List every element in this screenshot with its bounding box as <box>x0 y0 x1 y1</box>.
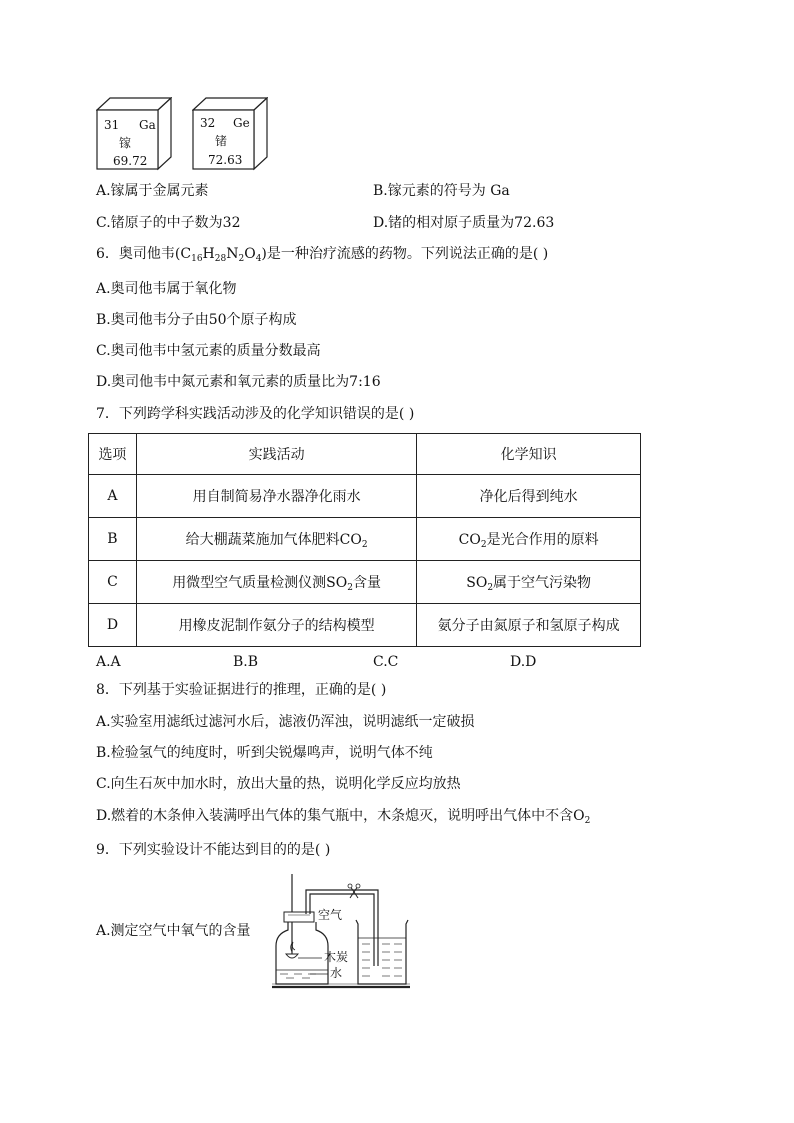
element-symbol: Ge <box>233 116 250 130</box>
q6-option-b[interactable]: B.奥司他韦分子由50个原子构成 <box>96 312 297 328</box>
q7-answer-c[interactable]: C.C <box>373 654 399 670</box>
oxygen-measurement-apparatus <box>270 872 412 994</box>
knowledge-cell: $CO_2$是光合作用的原料 <box>417 518 641 561</box>
atomic-number: 31 <box>104 118 120 132</box>
q8-option-d[interactable]: D.燃着的木条伸入装满呼出气体的集气瓶中，木条熄灭，说明呼出气体中不含$O_2$ <box>96 808 591 826</box>
q8-stem: 8．下列基于实验证据进行的推理，正确的是( ) <box>96 682 387 698</box>
activity-cell: 用橡皮泥制作氨分子的结构模型 <box>136 604 416 647</box>
q5-option-d[interactable]: D.锗的相对原子质量为72.63 <box>373 215 555 231</box>
q8-option-b[interactable]: B.检验氢气的纯度时，听到尖锐爆鸣声，说明气体不纯 <box>96 745 433 761</box>
q6-stem: 6．奥司他韦$(C_{16}H_{28}N_2O_4)$是一种治疗流感的药物。下列说法正确的是( ) <box>96 246 549 264</box>
activity-cell: 给大棚蔬菜施加气体肥料$CO_2$ <box>136 518 416 561</box>
q6-option-a[interactable]: A.奥司他韦属于氧化物 <box>96 281 237 297</box>
q5-option-c[interactable]: C.锗原子的中子数为32 <box>96 215 241 231</box>
atomic-mass: 72.63 <box>208 153 243 167</box>
option-cell: B <box>89 518 137 561</box>
header-cell: 化学知识 <box>417 434 641 475</box>
q8-option-a[interactable]: A.实验室用滤纸过滤河水后，滤液仍浑浊，说明滤纸一定破损 <box>96 714 475 730</box>
knowledge-cell: 氨分子由氮原子和氢原子构成 <box>417 604 641 647</box>
knowledge-cell: $SO_2$属于空气污染物 <box>417 561 641 604</box>
header-cell: 选项 <box>89 434 137 475</box>
option-cell: A <box>89 475 137 518</box>
label-water: 水 <box>330 966 343 980</box>
activity-cell: 用微型空气质量检测仪测$SO_2$含量 <box>136 561 416 604</box>
option-cell: D <box>89 604 137 647</box>
label-air: 空气 <box>318 908 343 922</box>
q5-option-a[interactable]: A.镓属于金属元素 <box>96 183 209 199</box>
atomic-mass: 69.72 <box>113 154 148 168</box>
q7-answer-a[interactable]: A.A <box>96 654 121 670</box>
q6-option-c[interactable]: C.奥司他韦中氢元素的质量分数最高 <box>96 343 321 359</box>
q9-stem: 9．下列实验设计不能达到目的的是( ) <box>96 842 331 858</box>
q8-option-c[interactable]: C.向生石灰中加水时，放出大量的热，说明化学反应均放热 <box>96 776 461 792</box>
q7-table <box>88 433 641 647</box>
header-cell: 实践活动 <box>136 434 416 475</box>
q7-answer-b[interactable]: B.B <box>233 654 259 670</box>
element-name: 锗 <box>215 134 228 148</box>
element-symbol: Ga <box>139 118 156 132</box>
atomic-number: 32 <box>200 116 216 130</box>
q7-answer-d[interactable]: D.D <box>510 654 537 670</box>
q7-stem: 7．下列跨学科实践活动涉及的化学知识错误的是( ) <box>96 406 415 422</box>
element-card-gallium <box>96 97 172 171</box>
activity-cell: 用自制简易净水器净化雨水 <box>136 475 416 518</box>
q6-option-d[interactable]: D.奥司他韦中氮元素和氧元素的质量比为7:16 <box>96 374 381 390</box>
q5-option-b[interactable]: B.镓元素的符号为 Ga <box>373 183 510 199</box>
element-name: 镓 <box>119 136 132 150</box>
element-card-germanium <box>192 97 268 171</box>
knowledge-cell: 净化后得到纯水 <box>417 475 641 518</box>
table-header-row <box>89 434 641 475</box>
q9-option-a[interactable]: A.测定空气中氧气的含量 <box>96 923 251 939</box>
table-row <box>89 518 641 561</box>
table-row <box>89 475 641 518</box>
label-charcoal: 木炭 <box>324 950 349 964</box>
option-cell: C <box>89 561 137 604</box>
table-row <box>89 561 641 604</box>
table-row <box>89 604 641 647</box>
